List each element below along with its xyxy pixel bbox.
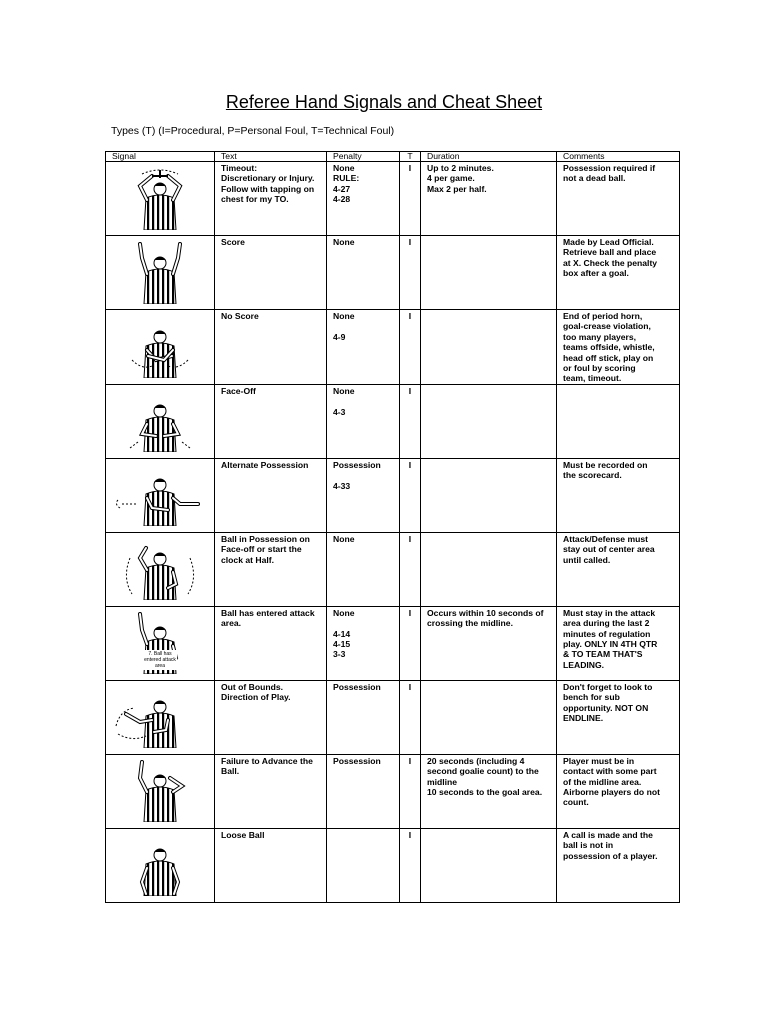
signal-text-cell [215,384,327,458]
duration-value-cell [421,828,557,902]
signal-cell [106,754,215,828]
comments-value: A call is made and the ball is not in possession of a player. [563,829,658,861]
referee-score-icon [108,242,212,304]
type-value: I [408,311,412,321]
penalty-value: Possession [333,755,381,766]
signal-text-cell [215,532,327,606]
comments-value-cell [557,532,680,606]
comments-value-cell [557,754,680,828]
penalty-value-cell [327,828,400,902]
signal-text-cell [215,458,327,532]
type-value-cell [400,458,421,532]
type-value: I [408,829,412,840]
duration-value-cell [421,458,557,532]
duration-value-cell [421,384,557,458]
signal-text: Score [221,237,245,247]
signals-table [105,151,680,903]
comments-value: Must stay in the attack area during the last 2 minutes of regulation play. ONLY IN 4TH QTR & TO TEAM THAT'S LEADING. [563,607,658,670]
table-row [106,532,680,606]
referee-failure-to-advance-icon [108,760,212,822]
column-header-comments: Comments [557,152,680,162]
type-value-cell [400,532,421,606]
type-value-cell [400,680,421,754]
type-value-cell [400,162,421,236]
penalty-value-cell [327,310,400,385]
signal-text: Alternate Possession [221,459,309,470]
signal-cell [106,310,215,385]
duration-value: Up to 2 minutes. 4 per game. Max 2 per half. [427,163,494,194]
penalty-value-cell [327,532,400,606]
signal-cell [106,236,215,310]
table-row [106,458,680,532]
table-row [106,828,680,902]
signal-text: Timeout: Discretionary or Injury. Follow with tapping on chest for my TO. [221,163,315,205]
table-row [106,384,680,458]
comments-value: Don't forget to look to bench for sub opportunity. NOT ON ENDLINE. [563,681,653,724]
type-value: I [408,237,412,247]
referee-no-score-icon [108,316,212,378]
duration-value: 20 seconds (including 4 second goalie count) to the midline 10 seconds to the goal area. [427,755,543,798]
penalty-value-cell [327,680,400,754]
comments-value: Attack/Defense must stay out of center area until called. [563,533,655,565]
signal-cell [106,384,215,458]
duration-value-cell [421,310,557,385]
comments-value-cell [557,162,680,236]
type-value: I [408,681,412,692]
type-value: I [408,385,412,396]
signal-text: Face-Off [221,385,256,396]
signal-cell [106,162,215,236]
signal-cell [106,458,215,532]
referee-timeout-icon [108,168,212,230]
type-value: I [408,607,412,618]
penalty-value-cell [327,162,400,236]
duration-value-cell [421,236,557,310]
signal-cell [106,532,215,606]
type-value-cell [400,754,421,828]
referee-alternate-possession-icon [108,464,212,526]
comments-value: End of period horn, goal-crease violation, too many players, teams offside, whistle, head off stick, play on or foul by scoring team, timeout. [563,311,655,384]
referee-attack-area-icon [108,612,212,674]
types-legend: Types (T) (I=Procedural, P=Personal Foul, T=Technical Foul) [111,125,395,137]
signal-text-cell [215,310,327,385]
type-value-cell [400,828,421,902]
signal-text-cell [215,236,327,310]
penalty-value: Possession 4-33 [333,459,381,491]
table-header-row [106,152,680,162]
signal-text: Ball in Possession on Face-off or start the clock at Half. [221,533,310,565]
figure-caption: 7. Ball has entered attack area [144,651,176,670]
table-row [106,236,680,310]
signal-text: Failure to Advance the Ball. [221,755,313,777]
type-value-cell [400,236,421,310]
penalty-value-cell [327,236,400,310]
comments-value-cell [557,236,680,310]
duration-value-cell [421,532,557,606]
comments-value: Possession required if not a dead ball. [563,163,656,184]
signal-text-cell [215,606,327,680]
duration-value: Occurs within 10 seconds of crossing the midline. [427,607,544,629]
type-value: I [408,163,412,173]
signal-text: Loose Ball [221,829,265,840]
column-header-duration: Duration [421,152,557,162]
signal-text-cell [215,162,327,236]
table-row [106,754,680,828]
penalty-value: None RULE: 4-27 4-28 [333,163,360,205]
table-row [106,310,680,385]
penalty-value: None [333,237,355,247]
comments-value: Must be recorded on the scorecard. [563,459,648,481]
penalty-value: None 4-9 [333,311,355,342]
type-value-cell [400,384,421,458]
signal-text: Ball has entered attack area. [221,607,315,629]
table-row [106,162,680,236]
penalty-value: Possession [333,681,381,692]
column-header-text: Text [215,152,327,162]
duration-value-cell [421,754,557,828]
comments-value: Player must be in contact with some part of the midline area. Airborne players do not count. [563,755,660,808]
penalty-value: None 4-3 [333,385,355,417]
type-value-cell [400,606,421,680]
signal-text: Out of Bounds. Direction of Play. [221,681,291,703]
signal-text-cell [215,754,327,828]
type-value: I [408,533,412,544]
penalty-value: None [333,533,355,544]
column-header-signal: Signal [106,152,215,162]
signal-text-cell [215,680,327,754]
type-value: I [408,459,412,470]
signal-cell [106,828,215,902]
penalty-value-cell [327,384,400,458]
column-header-penalty: Penalty [327,152,400,162]
comments-value-cell [557,310,680,385]
comments-value-cell [557,606,680,680]
penalty-value: None 4-14 4-15 3-3 [333,607,355,660]
signal-cell [106,680,215,754]
duration-value-cell [421,606,557,680]
column-header-type: T [400,152,421,162]
type-value: I [408,755,412,766]
comments-value-cell [557,680,680,754]
signal-text: No Score [221,311,259,321]
referee-out-of-bounds-icon [108,686,212,748]
referee-face-off-icon [108,390,212,452]
table-row [106,606,680,680]
comments-value-cell [557,384,680,458]
comments-value: Made by Lead Official. Retrieve ball and place at X. Check the penalty box after a goal. [563,237,658,279]
penalty-value-cell [327,458,400,532]
penalty-value-cell [327,606,400,680]
referee-ball-in-possession-icon [108,538,212,600]
table-row [106,680,680,754]
comments-value-cell [557,828,680,902]
page-title: Referee Hand Signals and Cheat Sheet [225,92,543,112]
comments-value-cell [557,458,680,532]
referee-loose-ball-icon [108,834,212,896]
duration-value-cell [421,162,557,236]
type-value-cell [400,310,421,385]
duration-value-cell [421,680,557,754]
signal-text-cell [215,828,327,902]
penalty-value-cell [327,754,400,828]
signal-cell [106,606,215,680]
